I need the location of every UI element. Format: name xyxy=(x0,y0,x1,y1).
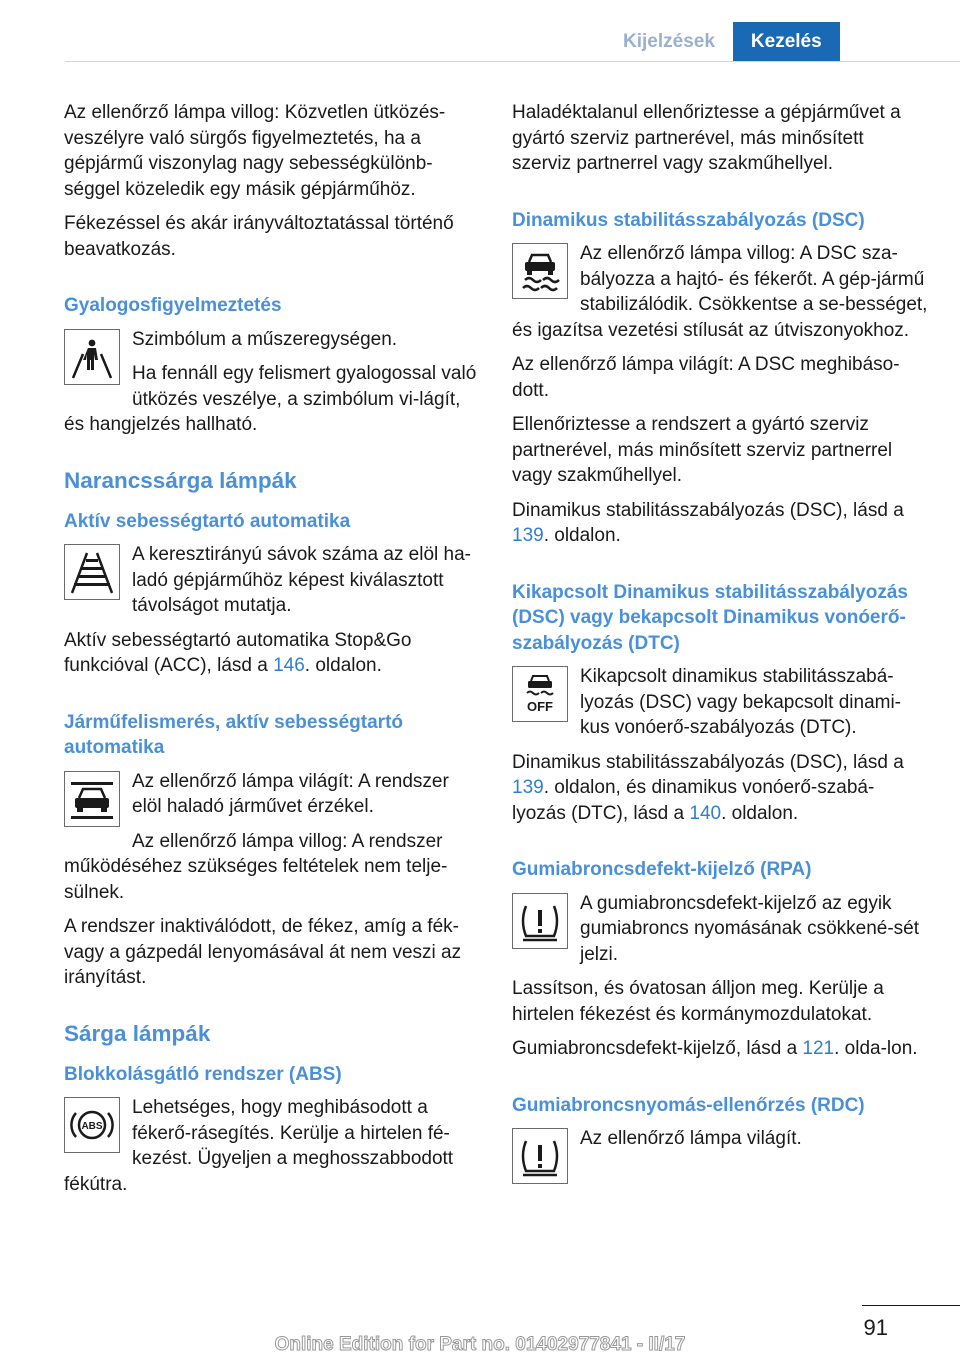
pedestrian-block xyxy=(64,327,480,438)
section-heading-abs: Blokkolásgátló rendszer (ABS) xyxy=(64,1063,342,1085)
vehicle-ahead-icon xyxy=(64,771,120,827)
paragraph: A gumiabroncsdefekt-kijelző az egyik gumiabroncs nyomásának csökkené-sét jelzi. xyxy=(580,892,920,965)
section-heading-orange-lamps: Narancssárga lámpák xyxy=(64,467,297,493)
tab-kezeles[interactable]: Kezelés xyxy=(733,22,840,62)
footer-divider xyxy=(862,1305,960,1306)
text: . oldalon. xyxy=(304,655,382,676)
paragraph: A rendszer inaktiválódott, de fékez, amíg a fék- vagy a gázpedál lenyomásával át nem veszi az irányítást. xyxy=(64,916,462,988)
page-link-146[interactable]: 146 xyxy=(273,655,305,676)
paragraph xyxy=(512,1036,928,1062)
paragraph: Szimbólum a műszeregységen. xyxy=(132,328,398,350)
page-link-140[interactable]: 140 xyxy=(689,802,722,824)
section-heading-rdc: Gumiabroncsnyomás-ellenőrzés (RDC) xyxy=(512,1094,865,1116)
text: Dinamikus stabilitásszabályozás (DSC), lásd a xyxy=(512,751,904,773)
text: . oldalon. xyxy=(543,525,621,546)
paragraph: Lassítson, és óvatosan álljon meg. Kerülje a hirtelen fékezést és kormánymozdulatokat. xyxy=(512,978,884,1025)
rpa-block xyxy=(512,891,928,968)
paragraph: Az ellenőrző lámpa villog: A DSC sza-bályozza a hajtó- és fékerőt. A gép-jármű stabilizálódik. Csökkentse a se-bességet, és igazítsa vezetési stílusát az útviszonyokhoz. xyxy=(512,243,928,341)
paragraph: Lehetséges, hogy meghibásodott a fékerő-rásegítés. Kerülje a hirtelen fé-kezést. Ügyeljen a meghosszabbodott fékútra. xyxy=(64,1097,454,1195)
tire-pressure-icon xyxy=(512,1128,568,1184)
paragraph: Az ellenőrző lámpa villog: Közvetlen ütközés-veszélyre való sürgős figyelmeztetés, ha a gépjármű viszonylag nagy sebességkülönb-séggel közeledik egy másik gépjárműhöz. xyxy=(64,102,446,200)
pedestrian-warning-icon xyxy=(64,329,120,385)
right-column xyxy=(512,100,928,1188)
section-heading-dsc: Dinamikus stabilitásszabályozás (DSC) xyxy=(512,209,865,231)
page-link-121[interactable]: 121 xyxy=(802,1038,835,1059)
left-column xyxy=(64,100,480,1206)
edition-watermark: Online Edition for Part no. 01402977841 - II/17 xyxy=(274,1334,686,1355)
text: Dinamikus stabilitásszabályozás (DSC), lásd a xyxy=(512,499,904,521)
tire-warning-icon xyxy=(512,893,568,949)
paragraph: Az ellenőrző lámpa világít. xyxy=(580,1128,802,1149)
header-divider xyxy=(65,61,960,62)
paragraph: A keresztirányú sávok száma az elöl ha-ladó gépjárműhöz képest kiválasztott távolságot mutatja. xyxy=(132,544,471,616)
section-heading-acc: Aktív sebességtartó automatika xyxy=(64,510,351,532)
dsc-block xyxy=(512,241,928,343)
text: . olda-lon. xyxy=(834,1038,918,1059)
vehicle-detection-block xyxy=(64,769,480,906)
paragraph xyxy=(512,498,928,549)
lane-distance-icon xyxy=(64,544,120,600)
rdc-block xyxy=(512,1126,928,1152)
off-label: OFF xyxy=(527,699,553,714)
header-tabs xyxy=(605,22,840,62)
paragraph: Kikapcsolt dinamikus stabilitásszabá-lyozás (DSC) vagy bekapcsolt dinami-kus vonóerő-szabályozás (DTC). xyxy=(580,666,902,738)
text: . oldalon. xyxy=(721,802,799,824)
section-heading-yellow-lamps: Sárga lámpák xyxy=(64,1020,211,1046)
section-heading-dsc-off: Kikapcsolt Dinamikus stabilitásszabályozás (DSC) vagy bekapcsolt Dinamikus vonóerő-szabályozás (DTC) xyxy=(512,581,908,654)
paragraph: Az ellenőrző lámpa villog: A rendszer működéséhez szükséges feltételek nem telje-sülnek. xyxy=(64,830,448,903)
section-heading-vehicle-detection: Járműfelismerés, aktív sebességtartó automatika xyxy=(64,711,404,758)
dsc-off-icon xyxy=(512,666,568,722)
abs-icon xyxy=(64,1097,120,1153)
page-number: 91 xyxy=(863,1315,888,1340)
paragraph: Ha fennáll egy felismert gyalogossal való ütközés veszélye, a szimbólum vi-lágít, és hangjelzés hallható. xyxy=(64,363,477,435)
abs-block xyxy=(64,1095,480,1197)
paragraph xyxy=(512,750,928,827)
text: Aktív sebességtartó automatika Stop&Go funkcióval (ACC), lásd a xyxy=(64,629,412,676)
paragraph: Az ellenőrző lámpa világít: A rendszer elöl haladó járművet érzékel. xyxy=(132,770,449,817)
paragraph: Haladéktalanul ellenőriztesse a gépjárművet a gyártó szerviz partnerével, más minősített szerviz partnerrel vagy szakműhellyel. xyxy=(512,102,901,174)
tab-kijelzesek[interactable]: Kijelzések xyxy=(605,22,733,62)
page-link-139[interactable]: 139 xyxy=(512,525,544,546)
text: Gumiabroncsdefekt-kijelző, lásd a xyxy=(512,1038,803,1059)
paragraph: Ellenőriztesse a rendszert a gyártó szerviz partnerével, más minősített szerviz partnerrel vagy szakműhellyel. xyxy=(512,414,893,486)
paragraph: Fékezéssel és akár irányváltoztatással történő beavatkozás. xyxy=(64,213,454,260)
svg-text:ABS: ABS xyxy=(81,1121,103,1132)
text: . oldalon, és dinamikus vonóerő-szabá-lyozás (DTC), lásd a xyxy=(512,777,875,824)
acc-block xyxy=(64,542,480,619)
page-link-139[interactable]: 139 xyxy=(512,777,544,798)
paragraph xyxy=(64,628,480,679)
section-heading-pedestrian: Gyalogosfigyelmeztetés xyxy=(64,295,282,316)
section-heading-rpa: Gumiabroncsdefekt-kijelző (RPA) xyxy=(512,859,812,880)
dsc-stability-icon xyxy=(512,243,568,299)
paragraph: Az ellenőrző lámpa világít: A DSC meghibáso-dott. xyxy=(512,354,900,401)
dsc-off-block xyxy=(512,664,928,741)
